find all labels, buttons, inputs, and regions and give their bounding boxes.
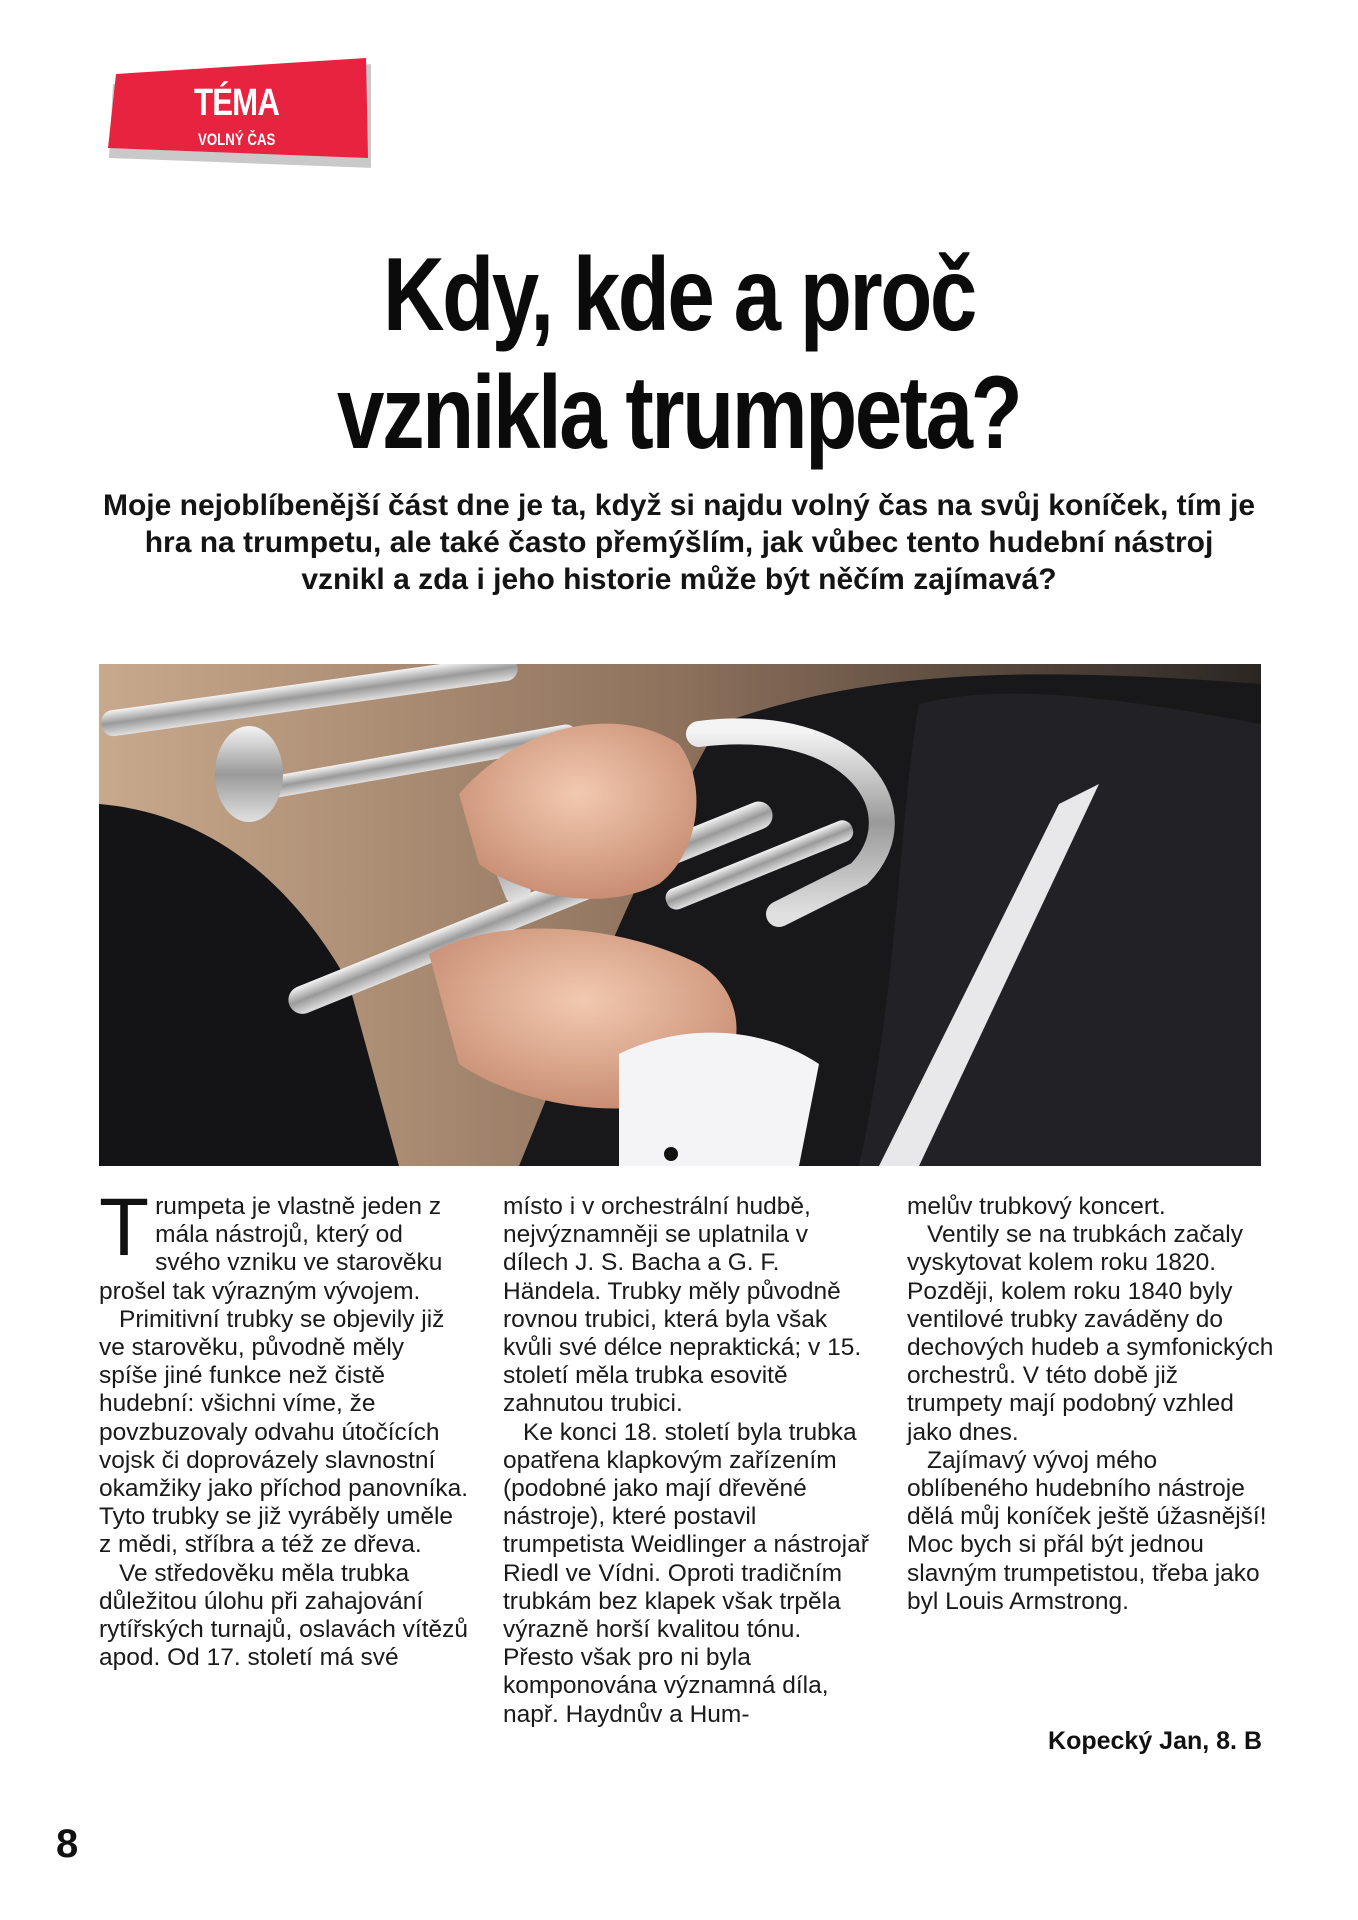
headline-line-2: vznikla trumpeta? xyxy=(337,355,1021,471)
col3-paragraph-1: melův trubkový koncert. xyxy=(907,1193,1166,1220)
trumpet-photo xyxy=(99,664,1261,1166)
tag-title: TÉMA xyxy=(194,82,279,124)
col3-paragraph-3: Zajímavý vývoj mého oblíbeného hudebního nástroje dělá můj koníček ještě úžasnější! Moc bych si přál být jednou slavným trumpetistou, třeba jako byl Louis Armstrong. xyxy=(907,1446,1267,1615)
article-column-3 xyxy=(907,1193,1277,1616)
article-author: Kopecký Jan, 8. B xyxy=(1048,1727,1262,1755)
article-lead: Moje nejoblíbenější část dne je ta, když si najdu volný čas na svůj koníček, tím je hra na trumpetu, ale také často přemýšlím, jak vůbec tento hudební nástroj vznikl a zda i jeho historie může být něčím zajímavá? xyxy=(102,489,1256,596)
trumpet-photo-illustration xyxy=(99,664,1261,1166)
col1-paragraph-1 xyxy=(99,1182,469,1306)
col2-paragraph-2: Ke konci 18. století byla trubka opatřena klapkovým zařízením (podobné jako mají dřevěné nástroje), které postavil trumpetista Weidlinger a nástrojař Riedl ve Vídni. Oproti tradičním trubkám bez klapek však trpěla výrazně horší kvalitou tónu. Přesto však pro ni byla komponována významná díla, např. Haydnův a Hum- xyxy=(503,1418,869,1728)
col1-paragraph-3: Ve středověku měla trubka důležitou úlohu při zahajování rytířských turnajů, oslavách vítězů apod. Od 17. století má své xyxy=(99,1559,469,1672)
tag-subtitle: VOLNÝ ČAS xyxy=(198,130,276,149)
headline-line-1: Kdy, kde a proč xyxy=(383,237,975,353)
article-column-2 xyxy=(503,1193,873,1729)
col1-paragraph-2: Primitivní trubky se objevily již ve starověku, původně měly spíše jiné funkce než čistě hudební: všichni víme, že povzbuzovaly odvahu útočících vojsk či doprovázely slavnostní okamžiky jako příchod panovníka. Tyto trubky se již vyráběly uměle z mědi, stříbra a též ze dřeva. xyxy=(99,1305,469,1559)
page-number: 8 xyxy=(56,1822,79,1866)
section-tag xyxy=(106,58,371,170)
article-column-1 xyxy=(99,1182,469,1672)
article-headline xyxy=(0,236,1358,472)
drop-cap: T xyxy=(99,1182,150,1273)
col1-paragraph-1-text: rumpeta je vlastně jeden z mála nástrojů, který od svého vzniku ve starověku prošel tak výrazným vývojem. xyxy=(99,1193,443,1305)
col3-paragraph-2: Ventily se na trubkách začaly vyskytovat kolem roku 1820. Později, kolem roku 1840 byly ventilové trubky zaváděny do dechových hudeb a symfonických orchestrů. V této době již trumpety mají podobný vzhled jako dnes. xyxy=(907,1221,1274,1446)
col2-paragraph-1: místo i v orchestrální hudbě, nejvýznamněji se uplatnila v dílech J. S. Bacha a G. F. Händela. Trubky měly původně rovnou trubici, která byla však kvůli své délce nepraktická; v 15. století měla trubka esovitě zahnutou trubici. xyxy=(503,1193,862,1418)
